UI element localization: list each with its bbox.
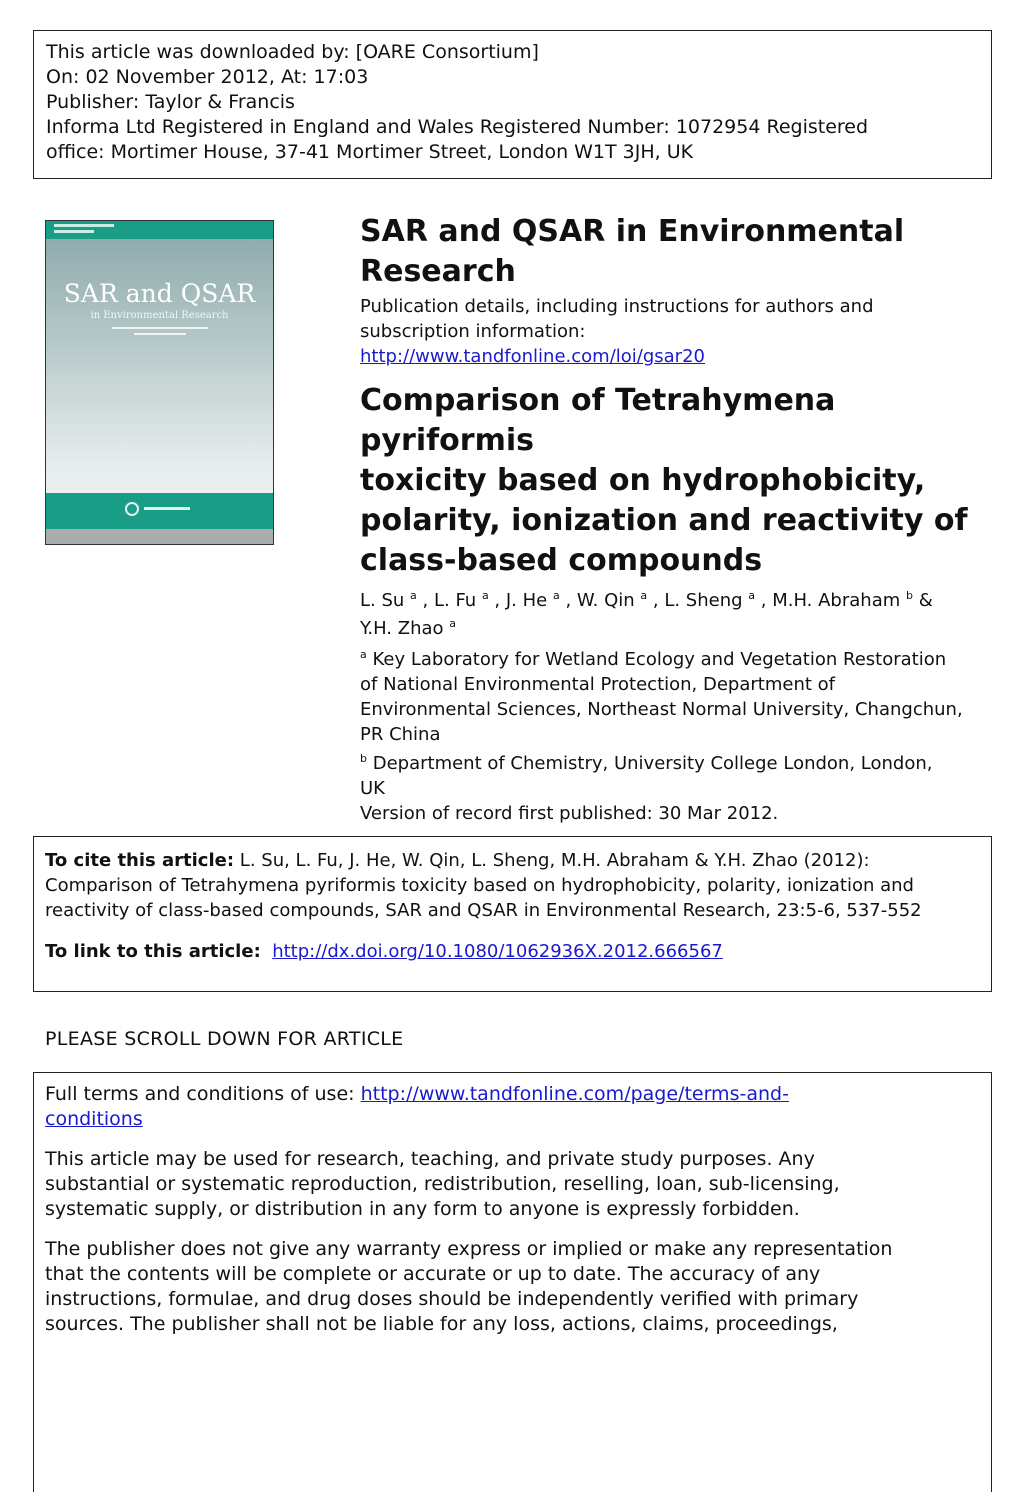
affiliation-line: UK — [360, 778, 385, 799]
journal-url-link[interactable]: http://www.tandfonline.com/loi/gsar20 — [360, 346, 705, 367]
terms-line: instructions, formulae, and drug doses should be independently verified with primary — [45, 1288, 859, 1310]
author-affiliation-mark: a — [748, 589, 756, 602]
terms-url-link-continued[interactable]: conditions — [45, 1108, 143, 1130]
author-affiliation-mark: a — [410, 589, 417, 602]
download-notice-line: This article was downloaded by: [OARE Consortium] — [46, 41, 539, 63]
citation-line: reactivity of class-based compounds, SAR and QSAR in Environmental Research, 23:5-6, 537-552 — [45, 900, 922, 921]
author-name: J. He — [505, 590, 548, 611]
author-affiliation-mark: a — [640, 589, 648, 602]
journal-title: SAR and QSAR in Environmental Research — [360, 214, 905, 289]
cover-title: SAR and QSAR — [63, 279, 256, 308]
article-title-line: toxicity based on hydrophobicity, — [360, 463, 926, 498]
author-affiliation-mark: b — [906, 589, 913, 602]
author-affiliation-mark: a — [481, 589, 489, 602]
article-title-line: polarity, ionization and reactivity of — [360, 503, 968, 538]
affiliation-b — [360, 751, 990, 801]
publisher-logo-icon — [125, 502, 139, 516]
affiliation-line: Key Laboratory for Wetland Ecology and Vegetation Restoration — [372, 649, 947, 670]
citation-line: Comparison of Tetrahymena pyriformis toxicity based on hydrophobicity, polarity, ionization and — [45, 875, 914, 896]
terms-intro: Full terms and conditions of use: — [45, 1083, 355, 1105]
terms-line: systematic supply, or distribution in any form to anyone is expressly forbidden. — [45, 1198, 800, 1220]
author-name: W. Qin — [576, 590, 635, 611]
affiliation-line: Department of Chemistry, University College London, London, — [372, 753, 933, 774]
link-label: To link to this article: — [45, 941, 261, 962]
terms-line: that the contents will be complete or accurate or up to date. The accuracy of any — [45, 1263, 821, 1285]
article-title-line: Comparison of Tetrahymena pyriformis — [360, 383, 836, 458]
cover-bottom-band — [46, 493, 273, 529]
affiliation-line: Environmental Sciences, Northeast Normal University, Changchun, — [360, 699, 963, 720]
cover-top-band — [46, 221, 273, 239]
affiliation-a — [360, 647, 990, 747]
publication-details — [360, 294, 990, 369]
publication-details-line: Publication details, including instructions for authors and — [360, 296, 874, 317]
download-notice-line: On: 02 November 2012, At: 17:03 — [46, 66, 369, 88]
terms-paragraph-2 — [45, 1237, 980, 1337]
version-of-record: Version of record first published: 30 Mar 2012. — [360, 803, 779, 824]
download-notice-box — [33, 30, 992, 179]
publication-details-line: subscription information: — [360, 321, 586, 342]
affiliation-mark: b — [360, 752, 367, 765]
author-list: L. Su $^a$ , L. Fu $^a$ , J. He $^a$ , W. Qin $^a$ , L. Sheng $^a$ , M.H. Abraham $^b$ & Y.H. Zhao $^a$ — [360, 589, 933, 639]
terms-line: sources. The publisher shall not be liable for any loss, actions, claims, proceedings, — [45, 1313, 838, 1335]
author-name: Y.H. Zhao — [360, 618, 444, 639]
cover-subtitle: in Environmental Research — [90, 310, 229, 321]
article-title — [360, 381, 990, 581]
author-affiliation-mark: a — [552, 589, 560, 602]
affiliation-line: of National Environmental Protection, Department of — [360, 674, 835, 695]
download-notice-line: office: Mortimer House, 37-41 Mortimer Street, London W1T 3JH, UK — [46, 141, 694, 163]
doi-link[interactable]: http://dx.doi.org/10.1080/1062936X.2012.666567 — [272, 941, 723, 962]
terms-box — [33, 1072, 992, 1492]
terms-line: This article may be used for research, teaching, and private study purposes. Any — [45, 1148, 815, 1170]
affiliation-line: PR China — [360, 724, 441, 745]
cite-label: To cite this article: — [45, 850, 235, 871]
author-name: L. Su — [360, 590, 405, 611]
terms-line: substantial or systematic reproduction, redistribution, reselling, loan, sub-licensing, — [45, 1173, 840, 1195]
download-notice-line: Informa Ltd Registered in England and Wales Registered Number: 1072954 Registered — [46, 116, 869, 138]
terms-url-link[interactable]: http://www.tandfonline.com/page/terms-and- — [360, 1083, 789, 1105]
article-title-line: class-based compounds — [360, 543, 763, 578]
author-name: L. Sheng — [664, 590, 743, 611]
terms-paragraph-1 — [45, 1147, 980, 1222]
scroll-down-note: PLEASE SCROLL DOWN FOR ARTICLE — [45, 1028, 404, 1050]
author-name: L. Fu — [433, 590, 477, 611]
citation-box — [33, 836, 992, 992]
affiliation-mark: a — [360, 648, 367, 661]
journal-cover-image — [45, 220, 274, 545]
citation-line: L. Su, L. Fu, J. He, W. Qin, L. Sheng, M.H. Abraham & Y.H. Zhao (2012): — [239, 850, 870, 871]
download-notice-line: Publisher: Taylor & Francis — [46, 91, 295, 113]
author-affiliation-mark: a — [449, 617, 456, 630]
terms-line: The publisher does not give any warranty express or implied or make any representation — [45, 1238, 893, 1260]
article-header — [360, 212, 990, 826]
author-name: M.H. Abraham — [772, 590, 901, 611]
